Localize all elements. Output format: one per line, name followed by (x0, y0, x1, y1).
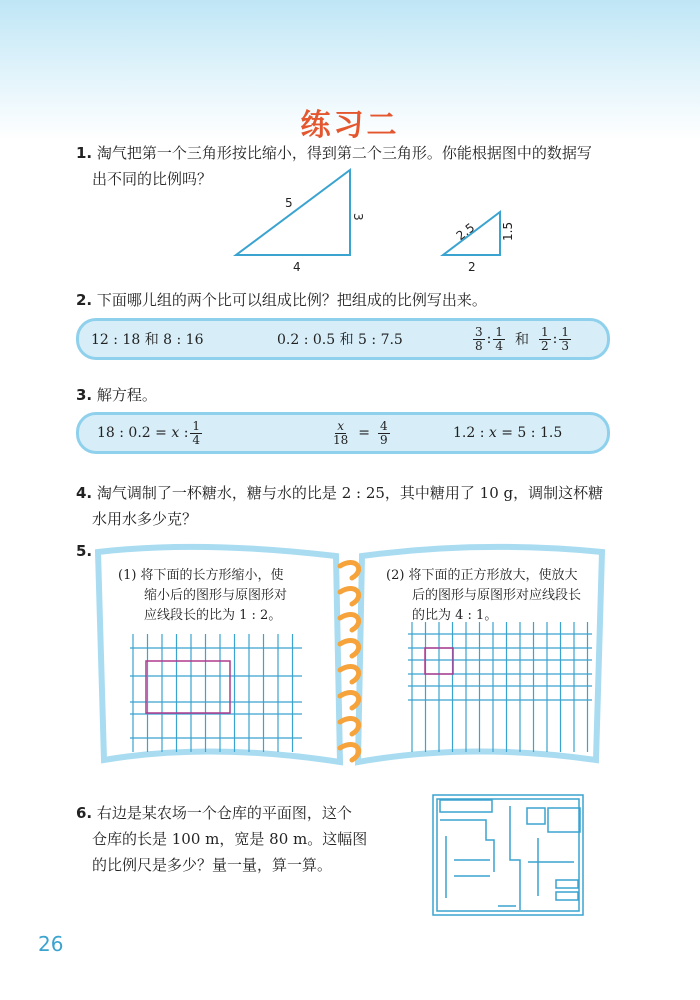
question-number: 2. (76, 291, 93, 309)
big-triangle-base-label: 4 (293, 260, 301, 274)
room-small (527, 808, 545, 824)
room-top-right (548, 808, 580, 832)
partition-lines (446, 836, 490, 898)
right-instruction: (2) 将下面的正方形放大，使放大 后的图形与原图形对应线段长 的比为 4 : 1。 (386, 568, 582, 623)
small-triangle-base-label: 2 (468, 260, 476, 274)
ratio-pair-1: 12 : 18 和 8 : 16 (91, 332, 204, 348)
page-title: 练习二 (300, 108, 400, 143)
question-number: 1. (76, 144, 93, 162)
question-number: 3. (76, 386, 93, 404)
small-triangle-height-label: 1.5 (501, 221, 515, 241)
question-text: 解方程。 (96, 386, 157, 404)
small-triangle-hypotenuse-label: 2.5 (453, 220, 478, 244)
shelf-1 (556, 880, 578, 888)
equation-1: 18 : 0.2 = x : $\frac{1}{4}$ (97, 418, 201, 447)
fraction: $\frac{1}{4}$ (495, 324, 503, 353)
question-text: 淘气调制了一杯糖水，糖与水的比是 2 : 25，其中糖用了 10 g，调制这杯糖 (96, 484, 604, 502)
fraction: $\frac{4}{9}$ (380, 418, 388, 447)
question-text: 下面哪儿组的两个比可以组成比例？把组成的比例写出来。 (96, 291, 487, 309)
page-number: 26 (38, 932, 64, 956)
fraction: $\frac{1}{3}$ (561, 324, 569, 353)
question-text-cont: 出不同的比例吗？ (92, 170, 213, 188)
question-text: 淘气把第一个三角形按比缩小，得到第二个三角形。你能根据图中的数据写 (96, 144, 592, 162)
fraction: $\frac{1}{4}$ (192, 418, 201, 447)
ratio-pair-2: 0.2 : 0.5 和 5 : 7.5 (277, 332, 403, 348)
fraction: $\frac{x}{18}$ (333, 418, 349, 447)
question-number: 5. (76, 542, 93, 560)
question-6: 6. 右边是某农场一个仓库的平面图，这个 仓库的长是 100 m，宽是 80 m。这幅图 的比例尺是多少？量一量，算一算。 (76, 804, 368, 874)
question-number: 6. (76, 804, 93, 822)
partition-left (440, 820, 494, 872)
big-triangle-height-label: 3 (351, 213, 365, 221)
question-number: 4. (76, 484, 93, 502)
warehouse-inner-wall (437, 799, 579, 911)
room-top-left (440, 800, 492, 812)
fraction: $\frac{1}{2}$ (541, 324, 549, 353)
ratio-pair-3: $\frac{3}{8}$ : $\frac{1}{4}$ 和 $\frac{1}{2}$ : $\frac{1}{3}$ (475, 324, 569, 353)
question-text: 右边是某农场一个仓库的平面图，这个 (96, 804, 352, 822)
warehouse-outer-wall (433, 795, 583, 915)
fraction: $\frac{3}{8}$ (475, 324, 483, 353)
equation-3: 1.2 : x = 5 : 1.5 (453, 425, 563, 441)
shelf-2 (556, 892, 578, 900)
big-triangle-hypotenuse-label: 5 (285, 196, 293, 210)
question-text-cont: 水用水多少克？ (92, 510, 198, 528)
partition-center (510, 806, 520, 910)
left-instruction: (1) 将下面的长方形缩小，使 缩小后的图形与原图形对 应线段长的比为 1 : 2。 (118, 568, 288, 623)
equation-2: $\frac{x}{18}$ = $\frac{4}{9}$ (333, 418, 388, 447)
